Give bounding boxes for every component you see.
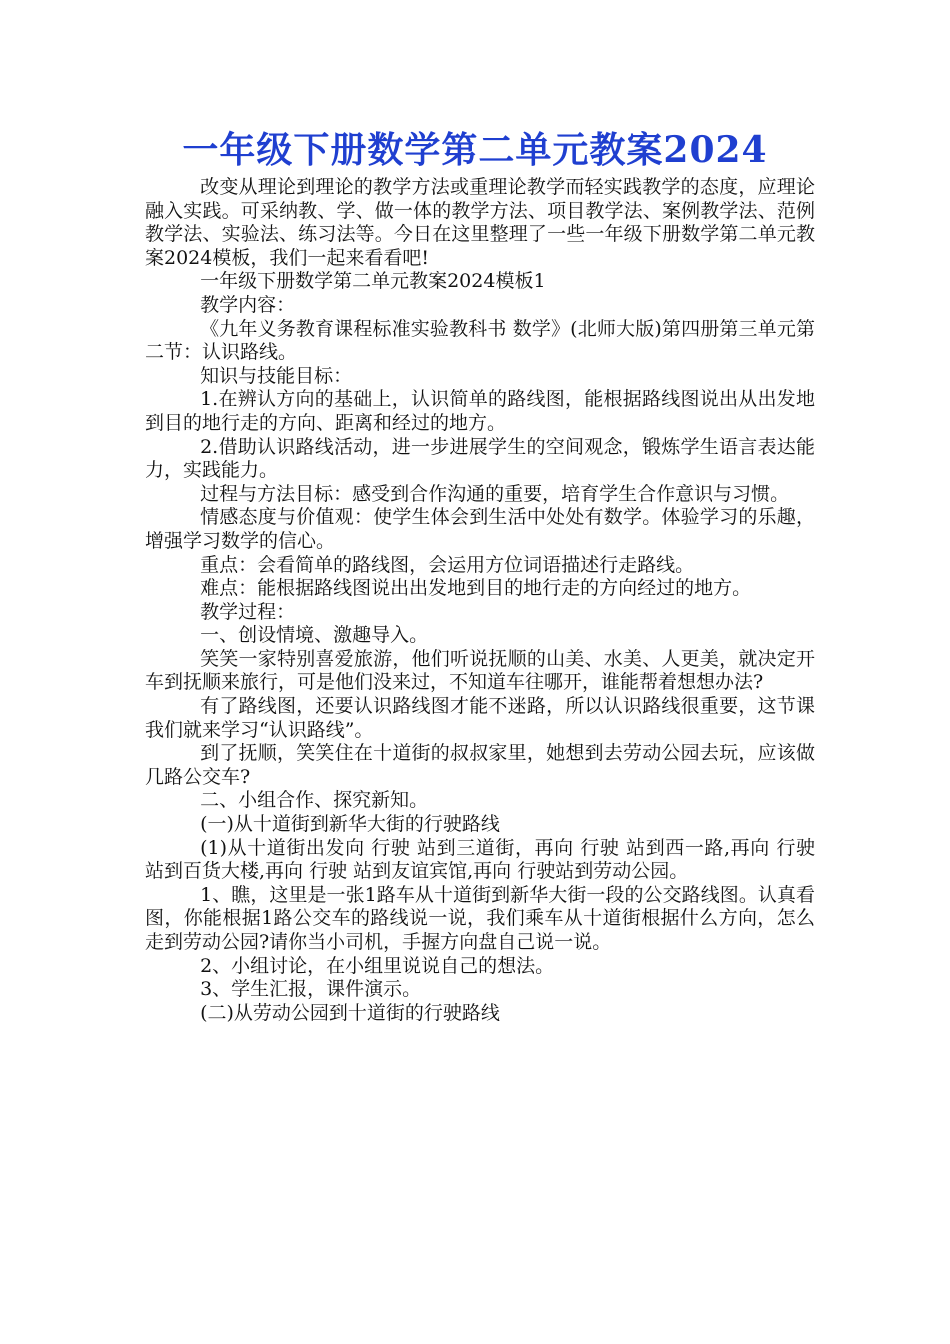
section-label-content: 教学内容： [200, 293, 296, 316]
section-label-process: 教学过程： [200, 600, 296, 623]
paragraph: 一、创设情境、激趣导入。 [200, 624, 429, 647]
paragraph: 情感态度与价值观：使学生体会到生活中处处有数学。体验学习的乐趣，增强学习数学的信心。 [145, 506, 815, 552]
paragraph: 难点：能根据路线图说出出发地到目的地行走的方向经过的地方。 [200, 577, 752, 600]
paragraph: 二、小组合作、探究新知。 [200, 789, 429, 812]
paragraph: 1、瞧，这里是一张1路车从十道街到新华大街一段的公交路线图。认真看图，你能根据1路公交车的路线说一说，我们乘车从十道街根据什么方向，怎么走到劳动公园?请你当小司机，手握方向盘自己说一说。 [145, 883, 815, 953]
paragraph: 重点：会看简单的路线图，会运用方位词语描述行走路线。 [200, 553, 695, 576]
intro-paragraph: 改变从理论到理论的教学方法或重理论教学而轻实践教学的态度，应理论融入实践。可采纳教、学、做一体的教学方法、项目教学法、案例教学法、范例教学法、实验法、练习法等。今日在这里整理了一些一年级下册数学第二单元教案2024模板，我们一起来看看吧! [145, 176, 815, 269]
paragraph: 有了路线图，还要认识路线图才能不迷路，所以认识路线很重要，这节课我们就来学习“认识路线”。 [145, 695, 815, 741]
paragraph: (1)从十道街出发向 行驶 站到三道街，再向 行驶 站到西一路,再向 行驶 站到百货大楼,再向 行驶 站到友谊宾馆,再向 行驶站到劳动公园。 [145, 836, 815, 883]
paragraph: (一)从十道街到新华大街的行驶路线 [200, 813, 500, 836]
paragraph: 2、小组讨论，在小组里说说自己的想法。 [200, 954, 555, 977]
paragraph: 笑笑一家特别喜爱旅游，他们听说抚顺的山美、水美、人更美，就决定开车到抚顺来旅行，可是他们没来过，不知道车往哪开，谁能帮着想想办法? [145, 647, 815, 694]
paragraph: 3、学生汇报，课件演示。 [200, 978, 422, 1001]
document-title: 一年级下册数学第二单元教案2024 [182, 129, 768, 171]
paragraph: 《九年义务教育课程标准实验教科书 数学》(北师大版)第四册第三单元第二节：认识路线。 [145, 317, 815, 364]
template-heading: 一年级下册数学第二单元教案2024模板1 [200, 270, 546, 293]
paragraph: 1.在辨认方向的基础上，认识简单的路线图，能根据路线图说出从出发地到目的地行走的方向、距离和经过的地方。 [145, 388, 815, 434]
paragraph: 2.借助认识路线活动，进一步进展学生的空间观念，锻炼学生语言表达能力，实践能力。 [145, 435, 815, 482]
paragraph: 到了抚顺，笑笑住在十道街的叔叔家里，她想到去劳动公园去玩，应该做几路公交车? [145, 742, 815, 788]
section-label-goals: 知识与技能目标： [200, 364, 353, 387]
document-body [145, 176, 815, 1025]
paragraph: (二)从劳动公园到十道街的行驶路线 [200, 1001, 500, 1024]
paragraph: 过程与方法目标：感受到合作沟通的重要，培育学生合作意识与习惯。 [200, 482, 790, 505]
